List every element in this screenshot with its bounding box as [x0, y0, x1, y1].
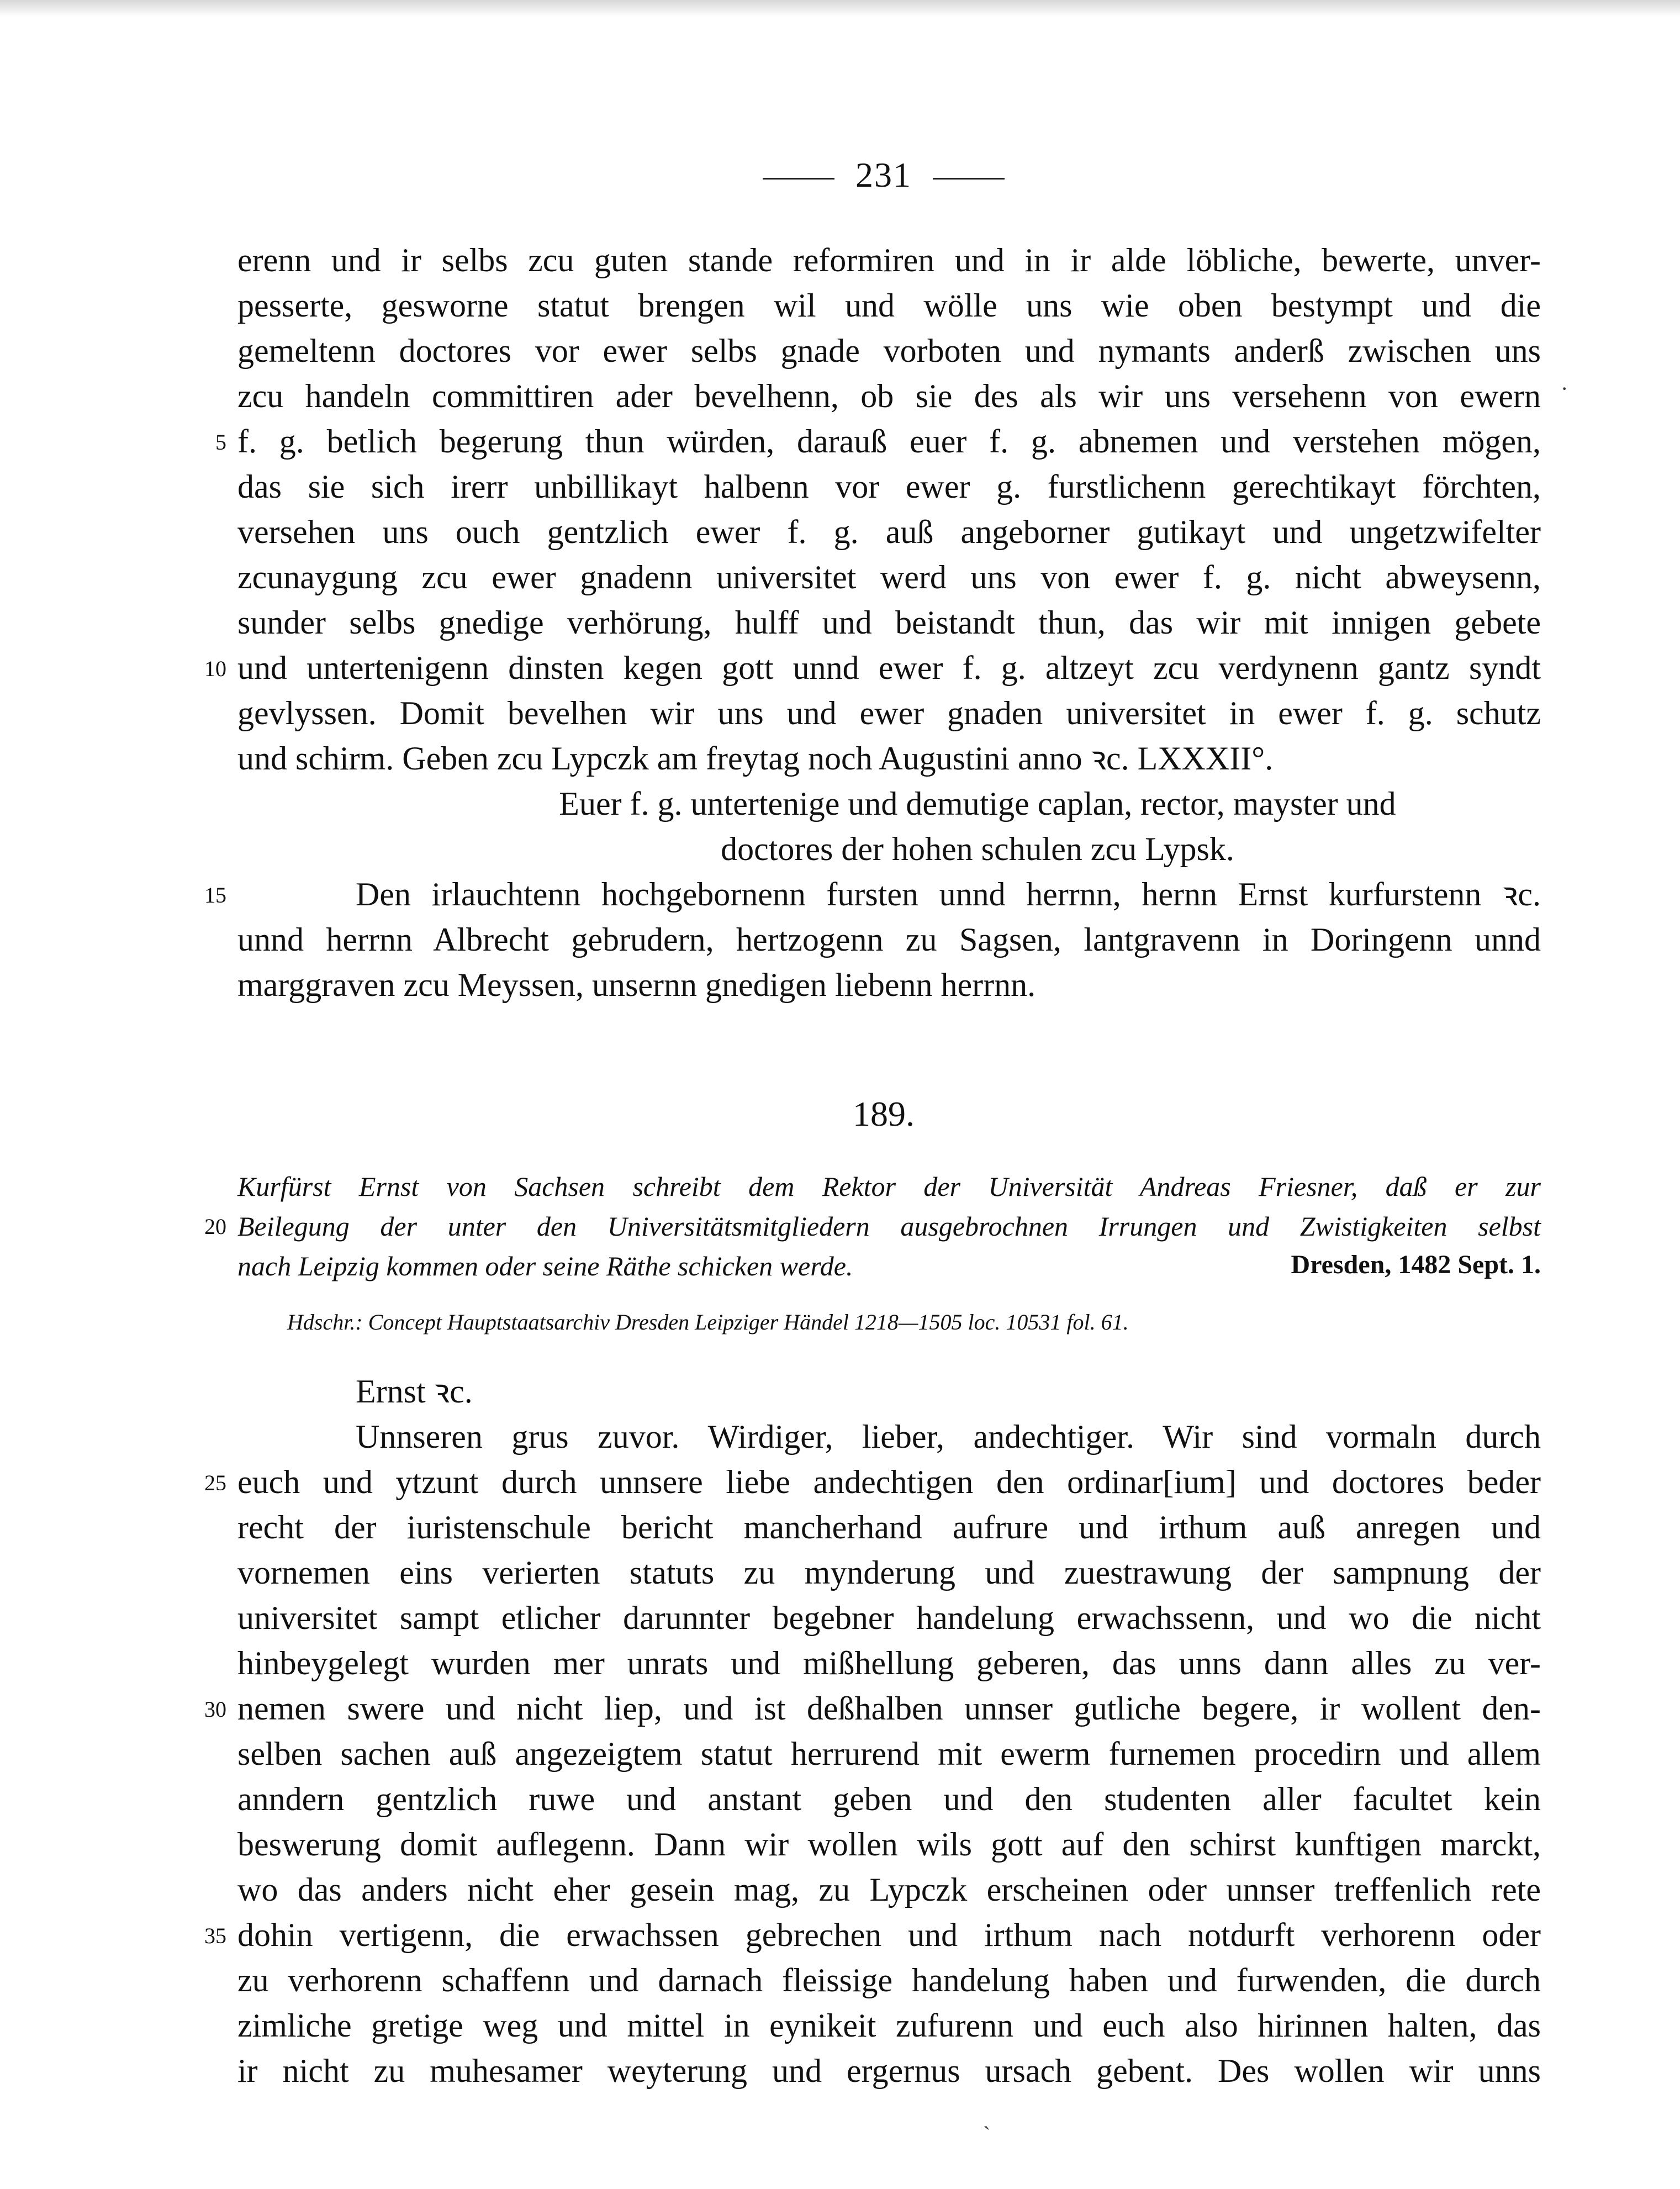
print-speck: ˏ [983, 2105, 991, 2130]
regest-line: Beilegung der unter den Universitätsmitgliedern ausgebrochnen Irrungen und Zwistigkeiten selbst [237, 1211, 1541, 1242]
scan-edge-artifact [0, 0, 1680, 17]
line-number: 30 [204, 1697, 226, 1722]
text-line: ir nicht zu muhesamer weyterung und ergernus ursach gebent. Des wollen wir unns [237, 2053, 1541, 2089]
source-note: Hdschr.: Concept Hauptstaatsarchiv Dresden Leipziger Händel 1218—1505 loc. 10531 fol. 61. [287, 1310, 1129, 1335]
text-line: zu verhorenn schaffenn und darnach fleissige handelung haben und furwenden, die durch [237, 1962, 1541, 1998]
regest-line: nach Leipzig kommen oder seine Räthe schicken werde. [237, 1251, 853, 1281]
page-number: 231 [855, 155, 912, 194]
text-line: erenn und ir selbs zcu guten stande reformiren und in ir alde löbliche, bewerte, unver- [237, 242, 1541, 278]
address-line: Den irlauchtenn hochgebornenn fursten unnd herrnn, hernn Ernst kurfurstenn ꝛc. [356, 876, 1541, 912]
line-number: 5 [215, 430, 226, 455]
text-line: hinbeygelegt wurden mer unrats und mißhellung geberen, das unns dann alles zu ver- [237, 1645, 1541, 1681]
text-line: nemen swere und nicht liep, und ist deßhalben unnser gutliche begere, ir wollent den- [237, 1690, 1541, 1727]
header-dash-left [763, 178, 834, 180]
page-header [718, 155, 1049, 196]
text-line: zcu handeln committiren ader bevelhenn, ob sie des als wir uns versehenn von ewern [237, 378, 1541, 414]
text-line: versehen uns ouch gentzlich ewer f. g. auß angeborner gutikayt und ungetzwifelter [237, 514, 1541, 550]
text-line: vornemen eins verierten statuts zu mynderung und zuestrawung der sampnung der [237, 1554, 1541, 1591]
line-number: 10 [204, 656, 226, 681]
text-line: zimliche gretige weg und mittel in eynikeit zufurenn und euch also hirinnen halten, das [237, 2007, 1541, 2044]
dateline: Dresden, 1482 Sept. 1. [1291, 1250, 1541, 1279]
text-line: dohin vertigenn, die erwachssen gebrechen und irthum nach notdurft verhorenn oder [237, 1917, 1541, 1953]
text-line: das sie sich irerr unbillikayt halbenn vor ewer g. furstlichenn gerechtikayt förchten, [237, 468, 1541, 505]
salutation: Ernst ꝛc. [356, 1373, 473, 1410]
line-number: 20 [204, 1214, 226, 1239]
line-number: 35 [204, 1923, 226, 1948]
text-line: selben sachen auß angezeigtem statut herrurend mit ewerm furnemen procedirn und allem [237, 1736, 1541, 1772]
text-line: f. g. betlich begerung thun würden, darauß euer f. g. abnemen und verstehen mögen, [237, 423, 1541, 460]
line-number: 25 [204, 1470, 226, 1495]
text-line: und schirm. Geben zcu Lypczk am freytag noch Augustini anno ꝛc. LXXXII°. [237, 740, 1274, 777]
text-line: anndern gentzlich ruwe und anstant geben und den studenten aller facultet kein [237, 1781, 1541, 1817]
document-number: 189. [853, 1094, 915, 1133]
text-line: pesserte, gesworne statut brengen wil und wölle uns wie oben bestympt und die [237, 287, 1541, 324]
text-line: wo das anders nicht eher gesein mag, zu Lypczk erscheinen oder unnser treffenlich rete [237, 1871, 1541, 1908]
text-line: gemeltenn doctores vor ewer selbs gnade vorboten und nymants anderß zwischen uns [237, 333, 1541, 369]
text-line: gevlyssen. Domit bevelhen wir uns und ewer gnaden universitet in ewer f. g. schutz [237, 695, 1541, 731]
text-line: und untertenigenn dinsten kegen gott unnd ewer f. g. altzeyt zcu verdynenn gantz syndt [237, 650, 1541, 686]
address-line: marggraven zcu Meyssen, unsernn gnedigen liebenn herrnn. [237, 967, 1036, 1003]
signature-line: doctores der hohen schulen zcu Lypsk. [721, 831, 1234, 867]
text-line: zcunaygung zcu ewer gnadenn universitet werd uns von ewer f. g. nicht abweysenn, [237, 559, 1541, 595]
header-dash-right [933, 178, 1005, 180]
signature-line: Euer f. g. untertenige und demutige caplan, rector, mayster und [559, 785, 1396, 822]
text-line: euch und ytzunt durch unnsere liebe andechtigen den ordinar[ium] und doctores beder [237, 1464, 1541, 1500]
line-number: 15 [204, 883, 226, 908]
address-line: unnd herrnn Albrecht gebrudern, hertzogenn zu Sagsen, lantgravenn in Doringenn unnd [237, 921, 1541, 958]
text-line: beswerung domit auflegenn. Dann wir wollen wils gott auf den schirst kunftigen marckt, [237, 1826, 1541, 1863]
text-line: recht der iuristenschule bericht mancherhand aufrure und irthum auß anregen und [237, 1509, 1541, 1546]
regest-line: Kurfürst Ernst von Sachsen schreibt dem Rektor der Universität Andreas Friesner, daß er zur [237, 1171, 1541, 1202]
text-line: universitet sampt etlicher darunnter begebner handelung erwachssenn, und wo die nicht [237, 1600, 1541, 1636]
text-line: sunder selbs gnedige verhörung, hulff und beistandt thun, das wir mit innigen gebete [237, 604, 1541, 641]
text-line: Unnseren grus zuvor. Wirdiger, lieber, andechtiger. Wir sind vormaln durch [356, 1418, 1541, 1455]
print-speck: · [1561, 376, 1568, 401]
